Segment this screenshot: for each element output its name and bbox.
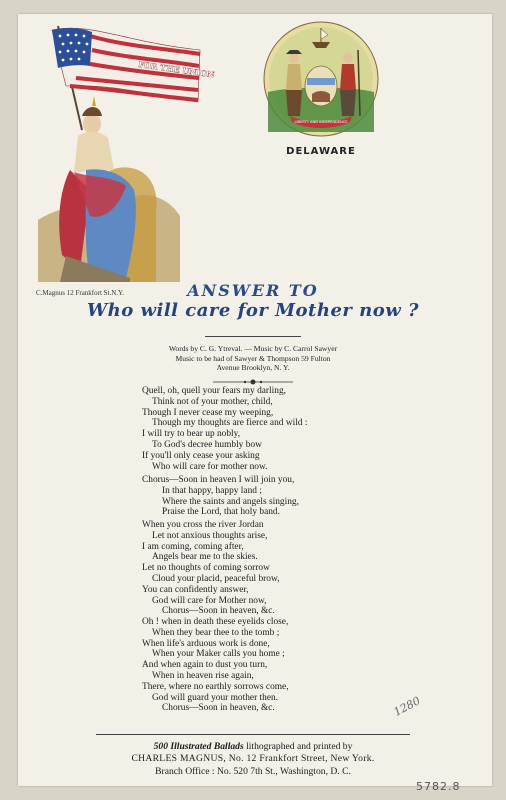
lyric-line: Praise the Lord, that holy band.	[162, 507, 280, 518]
delaware-seal-vignette	[262, 20, 380, 138]
columbia-flag-vignette	[30, 20, 216, 292]
credits-line-2: Music to be had of Sawyer & Thompson 59 Fulton	[175, 353, 331, 363]
flag-canton	[52, 28, 92, 68]
credits-line-3: Avenue Brooklyn, N. Y.	[216, 363, 290, 372]
lyric-line: When life's arduous work is done,	[142, 638, 270, 649]
footer-line-1-rest: lithographed and printed by	[246, 741, 353, 752]
state-name: DELAWARE	[286, 146, 356, 157]
footer-rule	[96, 734, 410, 735]
footer-bold: 500 Illustrated Ballads	[153, 741, 244, 752]
lyric-line: You can confidently answer,	[142, 584, 249, 595]
lyric-line: If you'll only cease your asking	[142, 450, 260, 461]
lyric-line: Oh ! when in death these eyelids close,	[142, 617, 289, 627]
stanza	[142, 617, 422, 714]
stanza	[142, 386, 422, 472]
stanza	[142, 475, 422, 518]
title-rule	[205, 336, 301, 337]
seal-motto: LIBERTY AND INDEPENDENCE	[294, 120, 348, 124]
lyric-line: When your Maker calls you home ;	[152, 649, 285, 660]
lyric-line: Though my thoughts are fierce and wild :	[152, 418, 308, 429]
lyric-line: God will care for Mother now,	[152, 595, 267, 606]
lyric-line: In that happy, happy land ;	[162, 485, 262, 496]
flag-motto: FOR THE UNION	[137, 59, 216, 80]
lyric-line: Who will care for mother now.	[152, 461, 268, 472]
footer-line-3: Branch Office : No. 520 7th St., Washington, D. C.	[155, 766, 351, 777]
pencil-annotation: 1280	[391, 694, 423, 719]
lyric-line: There, where no earthly sorrows come,	[142, 681, 289, 692]
lyric-line: God will guard your mother then.	[152, 692, 279, 703]
lyric-line: Angels bear me to the skies.	[152, 552, 258, 563]
lyric-line: When you cross the river Jordan	[142, 520, 264, 530]
lyric-line: Cloud your placid, peaceful brow,	[152, 573, 280, 584]
ornament-divider	[213, 378, 293, 386]
lyric-line: To God's decree humbly bow	[152, 439, 262, 450]
lyric-line: Think not of your mother, child,	[152, 396, 273, 407]
lyric-line: Chorus—Soon in heaven, &c.	[162, 703, 275, 714]
stanza	[142, 520, 422, 617]
credits	[0, 344, 506, 373]
catalog-number: 5782.8	[416, 780, 461, 793]
lyric-line: Chorus—Soon in heaven I will join you,	[142, 475, 295, 485]
song-title: Who will care for Mother now ?	[86, 300, 420, 321]
lyric-line: Quell, oh, quell your fears my darling,	[142, 386, 286, 396]
lyric-line: Let not anxious thoughts arise,	[152, 530, 268, 541]
lithographer-imprint: C.Magnus 12 Frankfort St.N.Y.	[36, 289, 124, 297]
lyric-line: Where the saints and angels singing,	[162, 496, 299, 507]
columbia-head	[83, 114, 101, 134]
lyric-line: And when again to dust you turn,	[142, 660, 268, 671]
footer-line-2: CHARLES MAGNUS, No. 12 Frankfort Street, New York.	[131, 753, 375, 764]
lyric-line: Chorus—Soon in heaven, &c.	[162, 606, 275, 617]
columbia-bodice	[74, 132, 114, 172]
lyric-line: I will try to bear up nobly,	[142, 429, 241, 440]
lyric-line: When they bear thee to the tomb ;	[152, 627, 280, 638]
credits-line-1: Words by C. G. Ytreval. — Music by C. Carrol Sawyer	[168, 344, 338, 353]
lyric-line: Though I never cease my weeping,	[142, 407, 274, 418]
lyric-line: When in heaven rise again,	[152, 670, 254, 681]
lyric-line: Let no thoughts of coming sorrow	[142, 563, 270, 574]
lyric-line: I am coming, coming after,	[142, 541, 244, 552]
title-line-1: ANSWER TO	[187, 281, 319, 300]
footer-line-1	[0, 741, 506, 752]
